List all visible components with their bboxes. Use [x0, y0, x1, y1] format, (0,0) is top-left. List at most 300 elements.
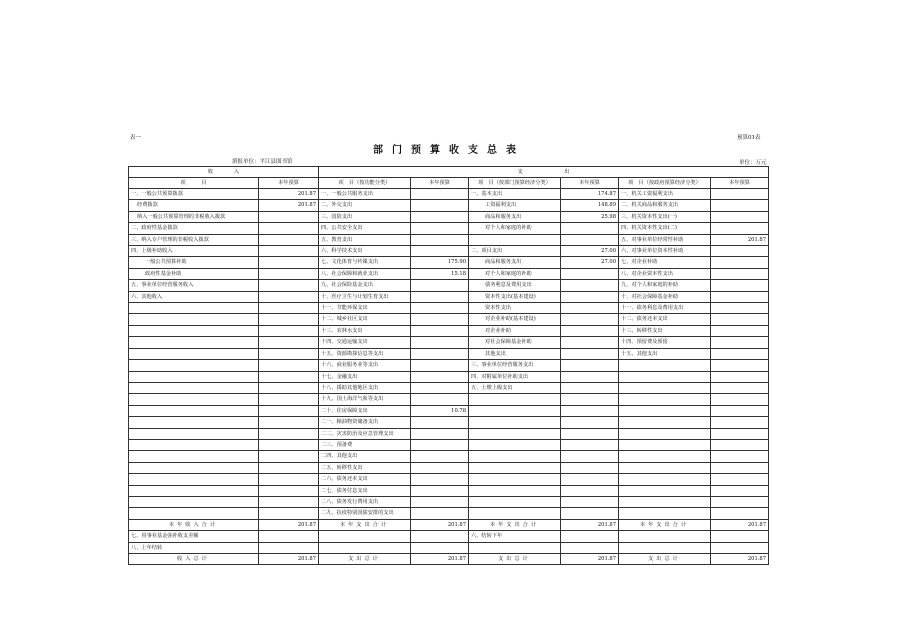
table-row — [129, 394, 769, 405]
func-amount-cell — [411, 325, 469, 336]
grand-expense-label-func: 支出总计 — [319, 554, 411, 565]
gov-item-cell — [619, 382, 711, 393]
func-item-cell: 十二、城乡社区支出 — [319, 314, 411, 325]
dept-amount-cell — [561, 451, 619, 462]
gov-amount-cell — [711, 223, 769, 234]
dept-amount-cell — [561, 428, 619, 439]
income-amount-cell — [259, 474, 319, 485]
gov-item-cell — [619, 462, 711, 473]
year-expense-label-gov: 本年支出合计 — [619, 519, 711, 530]
table-row — [129, 291, 769, 302]
year-total-row — [129, 519, 769, 530]
prior-label: 八、上年结转 — [129, 542, 259, 553]
income-item-cell: 四、上级补助收入 — [129, 246, 259, 257]
dept-amount-cell — [561, 348, 619, 359]
dept-amount-cell: 25.98 — [561, 211, 619, 222]
income-amount-cell — [259, 280, 319, 291]
dept-amount-cell — [561, 485, 619, 496]
income-amount-cell — [259, 360, 319, 371]
table-row — [129, 246, 769, 257]
form-number: 预算01表 — [737, 135, 761, 141]
table-row — [129, 189, 769, 200]
func-amount-cell — [411, 360, 469, 371]
income-item-cell — [129, 360, 259, 371]
gov-amount-cell — [711, 428, 769, 439]
income-item-cell — [129, 337, 259, 348]
func-item-cell: 六、科学技术支出 — [319, 246, 411, 257]
gov-item-cell: 九、对个人和家庭的补助 — [619, 280, 711, 291]
gov-amount-cell — [711, 439, 769, 450]
income-item-cell: 政府性基金补助 — [129, 268, 259, 279]
dept-amount-cell — [561, 417, 619, 428]
dept-item-cell — [469, 496, 561, 507]
dept-item-cell — [469, 508, 561, 519]
carry-row — [129, 531, 769, 542]
income-item-cell — [129, 371, 259, 382]
income-amount-cell — [259, 314, 319, 325]
table-row — [129, 371, 769, 382]
table-row — [129, 417, 769, 428]
income-item-cell: 经费拨款 — [129, 200, 259, 211]
table-row — [129, 303, 769, 314]
func-item-cell: 十七、金融支出 — [319, 371, 411, 382]
gov-amount-cell — [711, 496, 769, 507]
grand-expense-dept: 201.87 — [561, 554, 619, 565]
gov-amount-cell — [711, 405, 769, 416]
func-amount-cell — [411, 394, 469, 405]
income-amount-cell — [259, 371, 319, 382]
dept-amount-cell — [561, 280, 619, 291]
grand-expense-func: 201.87 — [411, 554, 469, 565]
gov-amount-cell — [711, 508, 769, 519]
income-amount-cell — [259, 462, 319, 473]
gov-amount-cell — [711, 189, 769, 200]
dept-item-cell: 商品和服务支出 — [469, 211, 561, 222]
dept-item-cell — [469, 451, 561, 462]
table-row — [129, 405, 769, 416]
func-item-cell: 二三、预备费 — [319, 439, 411, 450]
income-item-cell — [129, 508, 259, 519]
gov-item-cell: 五、对事业单位经常性补助 — [619, 234, 711, 245]
income-item-cell: 二、政府性基金拨款 — [129, 223, 259, 234]
gov-item-cell: 二、机关商品和服务支出 — [619, 200, 711, 211]
prior-row — [129, 542, 769, 553]
dept-amount-cell — [561, 268, 619, 279]
income-amount-cell — [259, 417, 319, 428]
gov-item-cell — [619, 405, 711, 416]
dept-amount-cell — [561, 394, 619, 405]
func-amount-cell — [411, 439, 469, 450]
income-item-cell — [129, 303, 259, 314]
func-item-cell: 二六、债务还本支出 — [319, 474, 411, 485]
table-row — [129, 348, 769, 359]
grand-total-row — [129, 554, 769, 565]
dept-item-cell: 其他支出 — [469, 348, 561, 359]
gov-item-cell: 十三、转移性支出 — [619, 325, 711, 336]
income-amount-cell — [259, 246, 319, 257]
func-item-cell: 二七、债务付息支出 — [319, 485, 411, 496]
func-item-cell: 七、文化体育与传媒支出 — [319, 257, 411, 268]
income-item-header: 项 目 — [129, 178, 259, 189]
gov-item-cell — [619, 417, 711, 428]
income-item-cell — [129, 451, 259, 462]
dept-item-cell — [469, 439, 561, 450]
gov-amount-cell — [711, 325, 769, 336]
gov-amount-cell — [711, 382, 769, 393]
income-item-cell: 纳入一般公共预算管理的非税收入拨款 — [129, 211, 259, 222]
income-amount-header: 本年预算 — [259, 178, 319, 189]
gov-item-cell: 三、机关资本性支出(一) — [619, 211, 711, 222]
dept-item-cell: 对企业补助 — [469, 325, 561, 336]
func-amount-cell — [411, 417, 469, 428]
gov-item-cell: 七、对企业补助 — [619, 257, 711, 268]
grand-expense-gov: 201.87 — [711, 554, 769, 565]
gov-item-cell — [619, 508, 711, 519]
dept-item-cell — [469, 462, 561, 473]
income-group-header: 收 入 — [129, 167, 319, 178]
func-item-cell: 四、公共安全支出 — [319, 223, 411, 234]
func-item-cell: 二一、粮油物资储备支出 — [319, 417, 411, 428]
income-amount-cell: 201.87 — [259, 200, 319, 211]
dept-item-cell: 商品和服务支出 — [469, 257, 561, 268]
income-item-cell — [129, 325, 259, 336]
gov-item-cell: 六、对事业单位资本性补助 — [619, 246, 711, 257]
income-amount-cell — [259, 303, 319, 314]
func-item-cell: 二二、灾害防治及应急管理支出 — [319, 428, 411, 439]
gov-item-cell — [619, 428, 711, 439]
income-amount-cell — [259, 451, 319, 462]
gov-amount-cell — [711, 211, 769, 222]
gov-amount-cell — [711, 371, 769, 382]
money-unit: 单位：万元 — [739, 160, 767, 166]
gov-amount-cell — [711, 291, 769, 302]
func-amount-header: 本年预算 — [411, 178, 469, 189]
dept-item-cell — [469, 405, 561, 416]
func-item-cell: 二九、抗疫特别国债安排的支出 — [319, 508, 411, 519]
gov-amount-cell — [711, 394, 769, 405]
dept-item-cell: 资本性支出(基本建设) — [469, 291, 561, 302]
table-row — [129, 223, 769, 234]
table-row — [129, 314, 769, 325]
func-item-cell: 十四、交通运输支出 — [319, 337, 411, 348]
income-amount-cell — [259, 394, 319, 405]
table-row — [129, 451, 769, 462]
func-amount-cell — [411, 474, 469, 485]
gov-item-cell: 十一、债务利息及费用支出 — [619, 303, 711, 314]
dept-item-cell: 二、项目支出 — [469, 246, 561, 257]
func-amount-cell — [411, 200, 469, 211]
dept-amount-cell — [561, 325, 619, 336]
gov-item-cell: 十、对社会保障基金补助 — [619, 291, 711, 302]
func-item-header: 项 目（按功能分类） — [319, 178, 411, 189]
gov-amount-cell — [711, 360, 769, 371]
gov-amount-cell — [711, 462, 769, 473]
grand-income-value: 201.87 — [259, 554, 319, 565]
func-item-cell: 二八、债务发行费用支出 — [319, 496, 411, 507]
year-expense-label-func: 本年支出合计 — [319, 519, 411, 530]
income-amount-cell — [259, 257, 319, 268]
year-expense-gov: 201.87 — [711, 519, 769, 530]
year-expense-func: 201.87 — [411, 519, 469, 530]
dept-item-cell: 资本性支出 — [469, 303, 561, 314]
income-item-cell — [129, 462, 259, 473]
func-amount-cell — [411, 337, 469, 348]
table-row — [129, 360, 769, 371]
dept-amount-cell — [561, 303, 619, 314]
income-amount-cell — [259, 496, 319, 507]
gov-item-cell — [619, 371, 711, 382]
func-amount-cell — [411, 211, 469, 222]
income-amount-cell — [259, 325, 319, 336]
page-title: 部门预算收支总表 — [373, 145, 525, 156]
func-amount-cell: 10.78 — [411, 405, 469, 416]
dept-amount-cell — [561, 314, 619, 325]
dept-amount-cell: 174.87 — [561, 189, 619, 200]
func-item-cell: 十五、资源勘探信息等支出 — [319, 348, 411, 359]
func-item-cell: 三、国防支出 — [319, 211, 411, 222]
func-item-cell: 十九、国土海洋气象等支出 — [319, 394, 411, 405]
dept-item-cell: 对个人和家庭的补助 — [469, 223, 561, 234]
table-row — [129, 280, 769, 291]
gov-amount-cell — [711, 257, 769, 268]
dept-item-cell — [469, 428, 561, 439]
func-amount-cell — [411, 348, 469, 359]
income-item-cell — [129, 428, 259, 439]
income-amount-cell — [259, 485, 319, 496]
table-row — [129, 474, 769, 485]
gov-amount-cell — [711, 348, 769, 359]
dept-amount-cell — [561, 337, 619, 348]
gov-amount-cell — [711, 200, 769, 211]
func-amount-cell — [411, 246, 469, 257]
income-item-cell: 六、其他收入 — [129, 291, 259, 302]
gov-item-cell — [619, 474, 711, 485]
func-amount-cell — [411, 280, 469, 291]
income-amount-cell — [259, 234, 319, 245]
dept-amount-cell — [561, 223, 619, 234]
gov-item-cell — [619, 360, 711, 371]
income-amount-cell — [259, 405, 319, 416]
grand-expense-label-gov: 支出总计 — [619, 554, 711, 565]
table-row — [129, 257, 769, 268]
dept-item-cell: 三、事业单位经营服务支出 — [469, 360, 561, 371]
dept-item-cell: 对社会保障基金补助 — [469, 337, 561, 348]
func-amount-cell — [411, 451, 469, 462]
gov-amount-cell: 201.87 — [711, 234, 769, 245]
gov-amount-cell — [711, 474, 769, 485]
gov-amount-cell — [711, 268, 769, 279]
dept-item-cell — [469, 394, 561, 405]
gov-item-cell: 四、机关资本性支出(二) — [619, 223, 711, 234]
dept-item-cell: 五、上缴上级支出 — [469, 382, 561, 393]
gov-amount-cell — [711, 451, 769, 462]
func-amount-cell — [411, 428, 469, 439]
func-item-cell: 五、教育支出 — [319, 234, 411, 245]
gov-item-cell — [619, 451, 711, 462]
income-amount-cell — [259, 508, 319, 519]
income-item-cell: 一、一般公共预算拨款 — [129, 189, 259, 200]
income-amount-cell — [259, 439, 319, 450]
income-item-cell — [129, 474, 259, 485]
func-amount-cell — [411, 496, 469, 507]
dept-amount-header: 本年预算 — [561, 178, 619, 189]
income-item-cell — [129, 439, 259, 450]
table-row — [129, 496, 769, 507]
func-amount-cell — [411, 508, 469, 519]
year-expense-dept: 201.87 — [561, 519, 619, 530]
year-income-label: 本年收入合计 — [129, 519, 259, 530]
dept-amount-cell — [561, 508, 619, 519]
func-amount-cell — [411, 485, 469, 496]
func-amount-cell: 175.90 — [411, 257, 469, 268]
table-number: 表一 — [130, 135, 142, 141]
func-amount-cell — [411, 303, 469, 314]
func-item-cell: 八、社会保障和就业支出 — [319, 268, 411, 279]
func-item-cell: 十、医疗卫生与计划生育支出 — [319, 291, 411, 302]
func-amount-cell — [411, 189, 469, 200]
table-row — [129, 462, 769, 473]
income-amount-cell — [259, 428, 319, 439]
table-row — [129, 234, 769, 245]
table-row — [129, 382, 769, 393]
dept-item-cell: 对个人和家庭的补助 — [469, 268, 561, 279]
reporting-unit: 填报单位：平江县图书馆 — [232, 159, 293, 165]
dept-amount-cell — [561, 474, 619, 485]
dept-amount-cell — [561, 439, 619, 450]
gov-item-cell — [619, 394, 711, 405]
dept-amount-cell — [561, 234, 619, 245]
func-item-cell: 十八、援助其他地区支出 — [319, 382, 411, 393]
budget-summary-table — [128, 166, 769, 565]
income-item-cell: 三、纳入专户管理的非税收入拨款 — [129, 234, 259, 245]
dept-item-cell: 四、对附属单位补助支出 — [469, 371, 561, 382]
dept-item-cell — [469, 417, 561, 428]
income-item-cell — [129, 348, 259, 359]
gov-amount-cell — [711, 303, 769, 314]
income-item-cell — [129, 382, 259, 393]
income-item-cell — [129, 405, 259, 416]
expense-group-header: 支 出 — [319, 167, 769, 178]
dept-amount-cell — [561, 462, 619, 473]
dept-amount-cell — [561, 360, 619, 371]
gov-item-cell: 八、对企业资本性支出 — [619, 268, 711, 279]
dept-item-cell: 工资福利支出 — [469, 200, 561, 211]
table-row — [129, 211, 769, 222]
income-amount-cell — [259, 291, 319, 302]
gov-amount-header: 本年预算 — [711, 178, 769, 189]
gov-amount-cell — [711, 314, 769, 325]
income-item-cell — [129, 394, 259, 405]
func-item-cell: 十三、农林水支出 — [319, 325, 411, 336]
dept-amount-cell — [561, 371, 619, 382]
dept-item-cell — [469, 474, 561, 485]
year-income-value: 201.87 — [259, 519, 319, 530]
income-amount-cell — [259, 348, 319, 359]
func-item-cell: 二、外交支出 — [319, 200, 411, 211]
dept-amount-cell — [561, 405, 619, 416]
income-amount-cell — [259, 382, 319, 393]
dept-amount-cell: 27.00 — [561, 257, 619, 268]
dept-item-cell: 一、基本支出 — [469, 189, 561, 200]
income-item-cell: 一般公共预算补助 — [129, 257, 259, 268]
dept-amount-cell — [561, 496, 619, 507]
func-amount-cell: 15.18 — [411, 268, 469, 279]
income-item-cell — [129, 496, 259, 507]
gov-amount-cell — [711, 417, 769, 428]
gov-item-cell: 十二、债务还本支出 — [619, 314, 711, 325]
dept-item-cell: 债务利息及费用支出 — [469, 280, 561, 291]
gov-amount-cell — [711, 280, 769, 291]
dept-amount-cell: 148.89 — [561, 200, 619, 211]
gov-item-cell — [619, 485, 711, 496]
table-row — [129, 325, 769, 336]
gov-item-cell: 一、机关工资福利支出 — [619, 189, 711, 200]
gov-amount-cell — [711, 485, 769, 496]
gov-item-cell: 十四、预留费及预留 — [619, 337, 711, 348]
table-row — [129, 268, 769, 279]
gov-item-cell: 十五、其他支出 — [619, 348, 711, 359]
func-amount-cell — [411, 382, 469, 393]
func-amount-cell — [411, 462, 469, 473]
carry-in-label: 七、用事业基金弥补收支差额 — [129, 531, 259, 542]
group-header-row — [129, 167, 769, 178]
func-amount-cell — [411, 371, 469, 382]
income-item-cell — [129, 417, 259, 428]
gov-item-header: 项 目（按政府预算经济分类） — [619, 178, 711, 189]
dept-item-cell — [469, 234, 561, 245]
dept-amount-cell — [561, 382, 619, 393]
table-row — [129, 508, 769, 519]
table-row — [129, 485, 769, 496]
func-amount-cell — [411, 223, 469, 234]
dept-item-header: 项 目（按部门预算经济分类） — [469, 178, 561, 189]
dept-item-cell — [469, 485, 561, 496]
func-item-cell: 十六、商业服务业等支出 — [319, 360, 411, 371]
table-row — [129, 200, 769, 211]
gov-amount-cell — [711, 246, 769, 257]
dept-amount-cell: 27.00 — [561, 246, 619, 257]
table-row — [129, 428, 769, 439]
income-item-cell — [129, 314, 259, 325]
gov-item-cell — [619, 496, 711, 507]
year-expense-label-dept: 本年支出合计 — [469, 519, 561, 530]
income-amount-cell — [259, 211, 319, 222]
func-item-cell: 十一、节能环保支出 — [319, 303, 411, 314]
income-item-cell: 五、事业单位经营服务收入 — [129, 280, 259, 291]
func-amount-cell — [411, 291, 469, 302]
func-amount-cell — [411, 314, 469, 325]
income-amount-cell — [259, 268, 319, 279]
func-amount-cell — [411, 234, 469, 245]
gov-item-cell — [619, 439, 711, 450]
income-item-cell — [129, 485, 259, 496]
func-item-cell: 二五、转移性支出 — [319, 462, 411, 473]
grand-expense-label-dept: 支出总计 — [469, 554, 561, 565]
income-amount-cell — [259, 223, 319, 234]
table-row — [129, 439, 769, 450]
gov-amount-cell — [711, 337, 769, 348]
func-item-cell: 一、一般公共服务支出 — [319, 189, 411, 200]
table-row — [129, 337, 769, 348]
income-amount-cell: 201.87 — [259, 189, 319, 200]
func-item-cell: 九、社会保险基金支出 — [319, 280, 411, 291]
income-amount-cell — [259, 337, 319, 348]
grand-income-label: 收入总计 — [129, 554, 259, 565]
dept-item-cell: 对企业补助(基本建设) — [469, 314, 561, 325]
carry-out-label: 六、结转下年 — [469, 531, 561, 542]
func-item-cell: 二四、其他支出 — [319, 451, 411, 462]
dept-amount-cell — [561, 291, 619, 302]
